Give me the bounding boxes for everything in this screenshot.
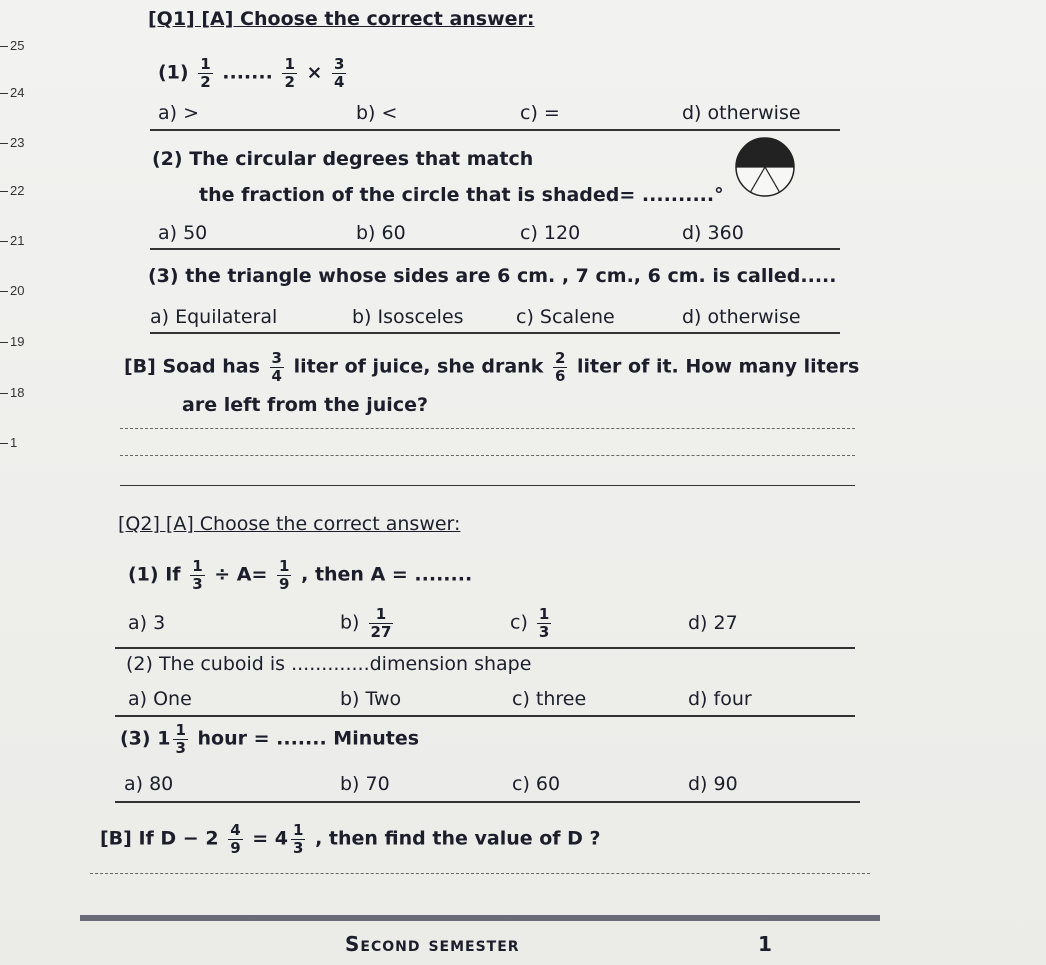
times-sign: × — [306, 61, 323, 84]
q2-header: [Q2] [A] Choose the correct answer: — [118, 513, 461, 535]
answer-line — [120, 455, 855, 456]
fraction: $\frac{1}{3}$ — [538, 605, 550, 641]
question-text: the triangle whose sides are 6 cm. , 7 cm., 6 cm. is called..... — [185, 265, 837, 287]
q2-item2: (2) The cuboid is .............dimension shape — [126, 653, 532, 675]
answer-line — [90, 873, 870, 874]
fraction: $\frac{4}{9}$ — [230, 821, 241, 857]
question-text: , then A = ........ — [301, 563, 473, 586]
option-a: a) 3 — [128, 612, 166, 634]
circle-figure — [734, 136, 796, 198]
fraction: $\frac{1}{3}$ — [192, 557, 203, 593]
option-d: d) 27 — [688, 612, 738, 634]
divider — [150, 248, 840, 250]
option-label: c) — [510, 611, 528, 634]
option-b: b) 60 — [356, 222, 406, 244]
q1-item2-line2: the fraction of the circle that is shaded= ..........° — [199, 184, 724, 206]
question-text: hour = ....... Minutes — [197, 727, 420, 750]
q1-partB-line1 — [124, 350, 859, 384]
option-c: c) 60 — [512, 773, 561, 795]
question-text: If — [165, 563, 181, 586]
footer-label: Second semester — [345, 932, 520, 956]
option-a: a) 80 — [124, 773, 174, 795]
item-number: (2) — [152, 148, 183, 170]
answer-line — [120, 428, 855, 429]
whole-number: 1 — [157, 727, 171, 750]
q2-item3 — [120, 722, 419, 756]
item-number: (3) — [148, 265, 179, 287]
option-c: c) Scalene — [516, 306, 615, 328]
item-number: (1) — [128, 563, 159, 586]
divider — [115, 801, 860, 803]
option-d: d) four — [688, 688, 752, 710]
option-b: b) Two — [340, 688, 402, 710]
option-c — [510, 606, 554, 640]
question-text: = 4 — [252, 827, 289, 850]
q2-partB — [100, 822, 601, 856]
ruler-mark: 1 — [0, 435, 17, 450]
fraction: $\frac{3}{4}$ — [271, 349, 282, 385]
blank: ....... — [222, 61, 273, 84]
divider — [115, 715, 855, 717]
question-text: [B] Soad has — [124, 355, 260, 378]
option-d: d) 360 — [682, 222, 744, 244]
item-number: (1) — [158, 61, 189, 84]
fraction: $\frac{1}{2}$ — [200, 55, 211, 91]
option-b: b) < — [356, 102, 398, 124]
option-a: a) One — [128, 688, 192, 710]
q1-partB-line2: are left from the juice? — [182, 394, 428, 416]
question-text: liter of it. How many liters — [577, 355, 860, 378]
option-b: b) Isosceles — [352, 306, 464, 328]
ruler-mark: 25 — [0, 38, 24, 53]
q1-item2-line1 — [152, 148, 533, 170]
fraction: $\frac{1}{2}$ — [284, 55, 295, 91]
option-c: c) = — [520, 102, 560, 124]
question-text: The circular degrees that match — [189, 148, 534, 170]
option-a: a) > — [158, 102, 200, 124]
option-b — [340, 606, 396, 640]
option-d: d) otherwise — [682, 102, 801, 124]
q1-header: [Q1] [A] Choose the correct answer: — [148, 8, 535, 30]
divider — [150, 129, 840, 131]
q1-item1 — [158, 56, 349, 90]
option-a: a) 50 — [158, 222, 208, 244]
ruler-mark: 21 — [0, 233, 24, 248]
ruler-mark: 20 — [0, 283, 24, 298]
divider — [150, 332, 840, 334]
fraction: $\frac{1}{9}$ — [279, 557, 290, 593]
q1-item3 — [148, 265, 836, 287]
fraction: $\frac{1}{3}$ — [175, 721, 186, 757]
option-d: d) 90 — [688, 773, 738, 795]
page-number: 1 — [758, 932, 773, 956]
fraction: $\frac{1}{3}$ — [293, 821, 304, 857]
option-c: c) three — [512, 688, 587, 710]
question-text: ÷ A= — [214, 563, 268, 586]
question-text: [B] If D − 2 — [100, 827, 219, 850]
ruler-mark: 19 — [0, 334, 24, 349]
ruler-mark: 18 — [0, 385, 24, 400]
option-b: b) 70 — [340, 773, 390, 795]
option-label: b) — [340, 611, 360, 634]
option-d: d) otherwise — [682, 306, 801, 328]
footer-bar — [80, 915, 880, 921]
ruler-mark: 23 — [0, 135, 24, 150]
option-a: a) Equilateral — [150, 306, 278, 328]
fraction: $\frac{1}{27}$ — [370, 605, 392, 641]
ruler-mark: 24 — [0, 85, 24, 100]
divider — [115, 647, 855, 649]
item-number: (3) — [120, 727, 151, 750]
option-c: c) 120 — [520, 222, 581, 244]
question-text: liter of juice, she drank — [293, 355, 544, 378]
ruler-mark: 22 — [0, 183, 24, 198]
fraction: $\frac{3}{4}$ — [334, 55, 345, 91]
question-text: , then find the value of D ? — [315, 827, 601, 850]
answer-line — [120, 485, 855, 486]
q2-item1 — [128, 558, 472, 592]
fraction: $\frac{2}{6}$ — [554, 349, 566, 385]
